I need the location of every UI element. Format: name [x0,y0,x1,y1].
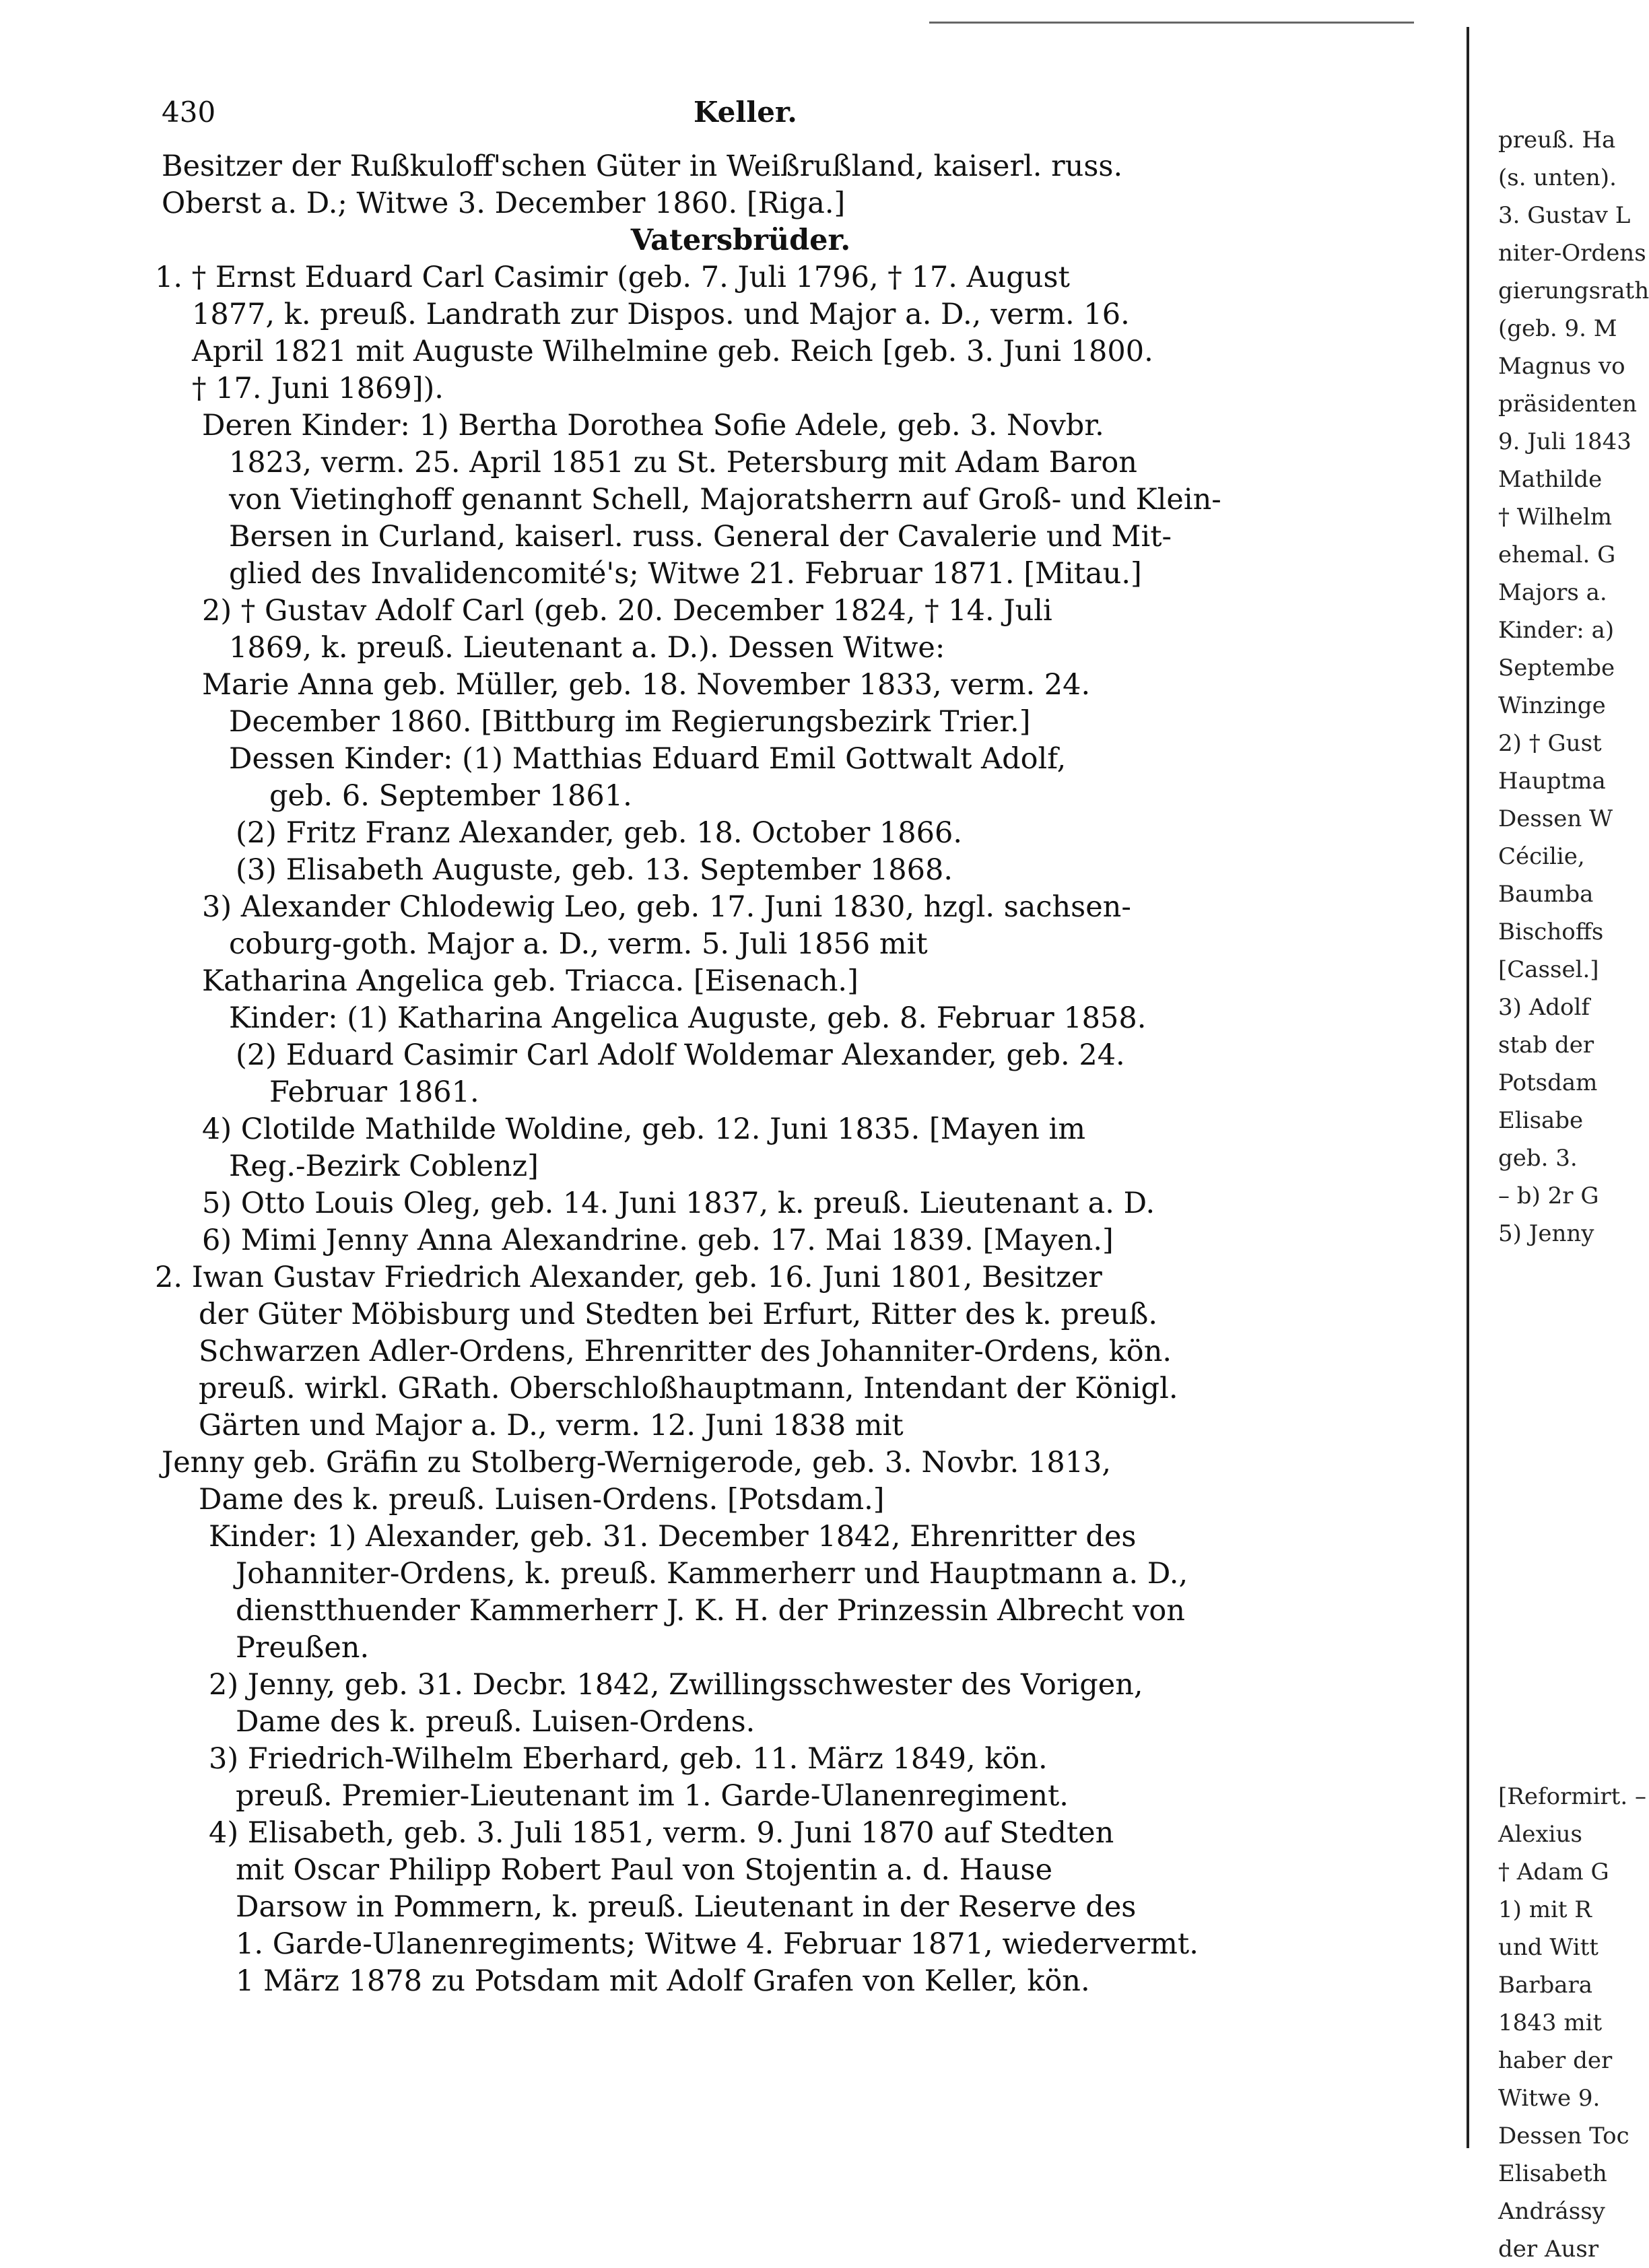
neighbor-line: Elisabeth [1498,2160,1607,2187]
neighbor-line: 3) Adolf [1498,994,1590,1021]
text-line: 3) Friedrich-Wilhelm Eberhard, geb. 11. März 1849, kön. [209,1742,1048,1776]
text-line: glied des Invalidencomité's; Witwe 21. Februar 1871. [Mitau.] [229,557,1142,591]
text-line: 2) Jenny, geb. 31. Decbr. 1842, Zwillingsschwester des Vorigen, [209,1668,1143,1702]
neighbor-line: niter-Ordens [1498,240,1646,267]
neighbor-line: Majors a. [1498,579,1607,606]
main-text [135,148,1347,2000]
text-line: (2) Fritz Franz Alexander, geb. 18. October 1866. [236,816,963,850]
neighbor-line: Dessen W [1498,805,1613,832]
text-line: 2) † Gustav Adolf Carl (geb. 20. December 1824, † 14. Juli [202,594,1052,628]
neighbor-line: Potsdam [1498,1069,1598,1096]
neighbor-line: Winzinge [1498,692,1606,719]
neighbor-line: Magnus vo [1498,353,1625,380]
neighbor-line: stab der [1498,1032,1594,1059]
text-line: Bersen in Curland, kaiserl. russ. General der Cavalerie und Mit- [229,520,1172,554]
neighbor-line: Hauptma [1498,768,1606,795]
text-line: Katharina Angelica geb. Triacca. [Eisenach.] [202,964,859,998]
text-line: der Güter Möbisburg und Stedten bei Erfurt, Ritter des k. preuß. [199,1298,1157,1331]
neighbor-line: Barbara [1498,1972,1593,1999]
text-line: Schwarzen Adler-Ordens, Ehrenritter des Johanniter-Ordens, kön. [199,1335,1172,1368]
text-line: 1877, k. preuß. Landrath zur Dispos. und Major a. D., verm. 16. [192,298,1130,331]
text-line: coburg-goth. Major a. D., verm. 5. Juli 1856 mit [229,927,928,961]
neighbor-line: (geb. 9. M [1498,315,1617,342]
text-line: preuß. Premier-Lieutenant im 1. Garde-Ulanenregiment. [236,1779,1069,1813]
neighbor-line: 1843 mit [1498,2009,1603,2036]
text-line: Kinder: 1) Alexander, geb. 31. December 1842, Ehrenritter des [209,1520,1137,1554]
text-line: 4) Elisabeth, geb. 3. Juli 1851, verm. 9. Juni 1870 auf Stedten [209,1816,1114,1850]
neighbor-line: † Wilhelm [1498,504,1613,531]
text-line: Februar 1861. [269,1075,479,1109]
neighbor-line: präsidenten [1498,391,1638,418]
text-line: 3) Alexander Chlodewig Leo, geb. 17. Juni 1830, hzgl. sachsen- [202,890,1131,924]
neighbor-line: gierungsrath [1498,277,1649,304]
neighbor-line: Alexius [1498,1821,1582,1848]
neighbor-line: Mathilde [1498,466,1603,493]
text-line: 1. † Ernst Eduard Carl Casimir (geb. 7. Juli 1796, † 17. August [155,261,1070,294]
neighbor-line: † Adam G [1498,1859,1609,1886]
page-gutter-rule [1467,27,1469,2148]
neighbor-line: preuß. Ha [1498,127,1616,154]
text-line: mit Oscar Philipp Robert Paul von Stojentin a. d. Hause [236,1853,1053,1887]
text-line: (2) Eduard Casimir Carl Adolf Woldemar Alexander, geb. 24. [236,1038,1125,1072]
text-line: Dame des k. preuß. Luisen-Ordens. [236,1705,755,1739]
text-line: preuß. wirkl. GRath. Oberschloßhauptmann, Intendant der Königl. [199,1372,1178,1405]
neighbor-line: Cécilie, [1498,843,1585,870]
neighbor-line: Septembe [1498,655,1615,681]
text-line: Oberst a. D.; Witwe 3. December 1860. [Riga.] [162,187,846,220]
text-line: Johanniter-Ordens, k. preuß. Kammerherr und Hauptmann a. D., [236,1557,1188,1591]
neighbor-line: 1) mit R [1498,1896,1592,1923]
text-line: 6) Mimi Jenny Anna Alexandrine. geb. 17. Mai 1839. [Mayen.] [202,1224,1114,1257]
text-line: Besitzer der Rußkuloff'schen Güter in Weißrußland, kaiserl. russ. [162,149,1123,183]
text-line: Dame des k. preuß. Luisen-Ordens. [Potsdam.] [199,1483,885,1516]
neighbor-line: 2) † Gust [1498,730,1602,757]
text-line: Jenny geb. Gräfin zu Stolberg-Wernigerode, geb. 3. Novbr. 1813, [162,1446,1112,1479]
text-line: Marie Anna geb. Müller, geb. 18. November 1833, verm. 24. [202,668,1091,702]
top-scan-rule [929,22,1414,24]
neighbor-line: ehemal. G [1498,541,1616,568]
text-line: dienstthuender Kammerherr J. K. H. der Prinzessin Albrecht von [236,1594,1185,1628]
neighbor-line: Baumba [1498,881,1594,908]
neighbor-line: Bischoffs [1498,919,1604,945]
text-line: 2. Iwan Gustav Friedrich Alexander, geb. 16. Juni 1801, Besitzer [155,1261,1102,1294]
neighbor-line: Witwe 9. [1498,2085,1601,2112]
neighbor-line: Andrássy [1498,2198,1605,2225]
running-title: Keller. [694,96,797,129]
text-line: † 17. Juni 1869]). [192,372,444,405]
text-line: 1823, verm. 25. April 1851 zu St. Petersburg mit Adam Baron [229,446,1137,479]
text-line: 5) Otto Louis Oleg, geb. 14. Juni 1837, k. preuß. Lieutenant a. D. [202,1187,1155,1220]
neighbor-line: 3. Gustav L [1498,202,1631,229]
neighbor-line: Dessen Toc [1498,2123,1629,2149]
text-line: 1 März 1878 zu Potsdam mit Adolf Grafen von Keller, kön. [236,1964,1090,1998]
page-number: 430 [162,96,216,129]
main-page [135,88,1347,2000]
text-line: December 1860. [Bittburg im Regierungsbezirk Trier.] [229,705,1031,739]
text-line: April 1821 mit Auguste Wilhelmine geb. Reich [geb. 3. Juni 1800. [192,335,1153,368]
neighbor-line: 9. Juli 1843 [1498,428,1631,455]
neighbor-line: haber der [1498,2047,1613,2074]
text-line: geb. 6. September 1861. [269,779,632,813]
neighbor-line: geb. 3. [1498,1145,1578,1172]
text-line: Gärten und Major a. D., verm. 12. Juni 1838 mit [199,1409,904,1442]
text-line: Darsow in Pommern, k. preuß. Lieutenant in der Reserve des [236,1890,1137,1924]
text-line: Dessen Kinder: (1) Matthias Eduard Emil Gottwalt Adolf, [229,742,1067,776]
text-line: Deren Kinder: 1) Bertha Dorothea Sofie Adele, geb. 3. Novbr. [202,409,1104,442]
section-heading: Vatersbrüder. [630,224,851,257]
neighbor-line: der Ausr [1498,2236,1599,2263]
neighbor-line: Elisabe [1498,1107,1584,1134]
neighbor-line: [Reformirt. – [1498,1783,1646,1810]
neighbor-page-fragment [1498,121,1649,2268]
text-line: Preußen. [236,1631,370,1665]
neighbor-line: [Cassel.] [1498,956,1599,983]
neighbor-line: – b) 2r G [1498,1182,1599,1209]
neighbor-line: 5) Jenny [1498,1220,1594,1247]
text-line: 1869, k. preuß. Lieutenant a. D.). Dessen Witwe: [229,631,945,665]
text-line: 1. Garde-Ulanenregiments; Witwe 4. Februar 1871, wiedervermt. [236,1927,1199,1961]
neighbor-line: und Witt [1498,1934,1598,1961]
text-line: Reg.-Bezirk Coblenz] [229,1149,539,1183]
text-line: 4) Clotilde Mathilde Woldine, geb. 12. Juni 1835. [Mayen im [202,1112,1086,1146]
text-line: Kinder: (1) Katharina Angelica Auguste, geb. 8. Februar 1858. [229,1001,1147,1035]
neighbor-line: (s. unten). [1498,164,1617,191]
text-line: von Vietinghoff genannt Schell, Majoratsherrn auf Groß- und Klein- [229,483,1221,516]
neighbor-line: Kinder: a) [1498,617,1615,644]
neighbor-gap [1498,1253,1616,1778]
page-header [135,88,1347,148]
text-line: (3) Elisabeth Auguste, geb. 13. September 1868. [236,853,953,887]
